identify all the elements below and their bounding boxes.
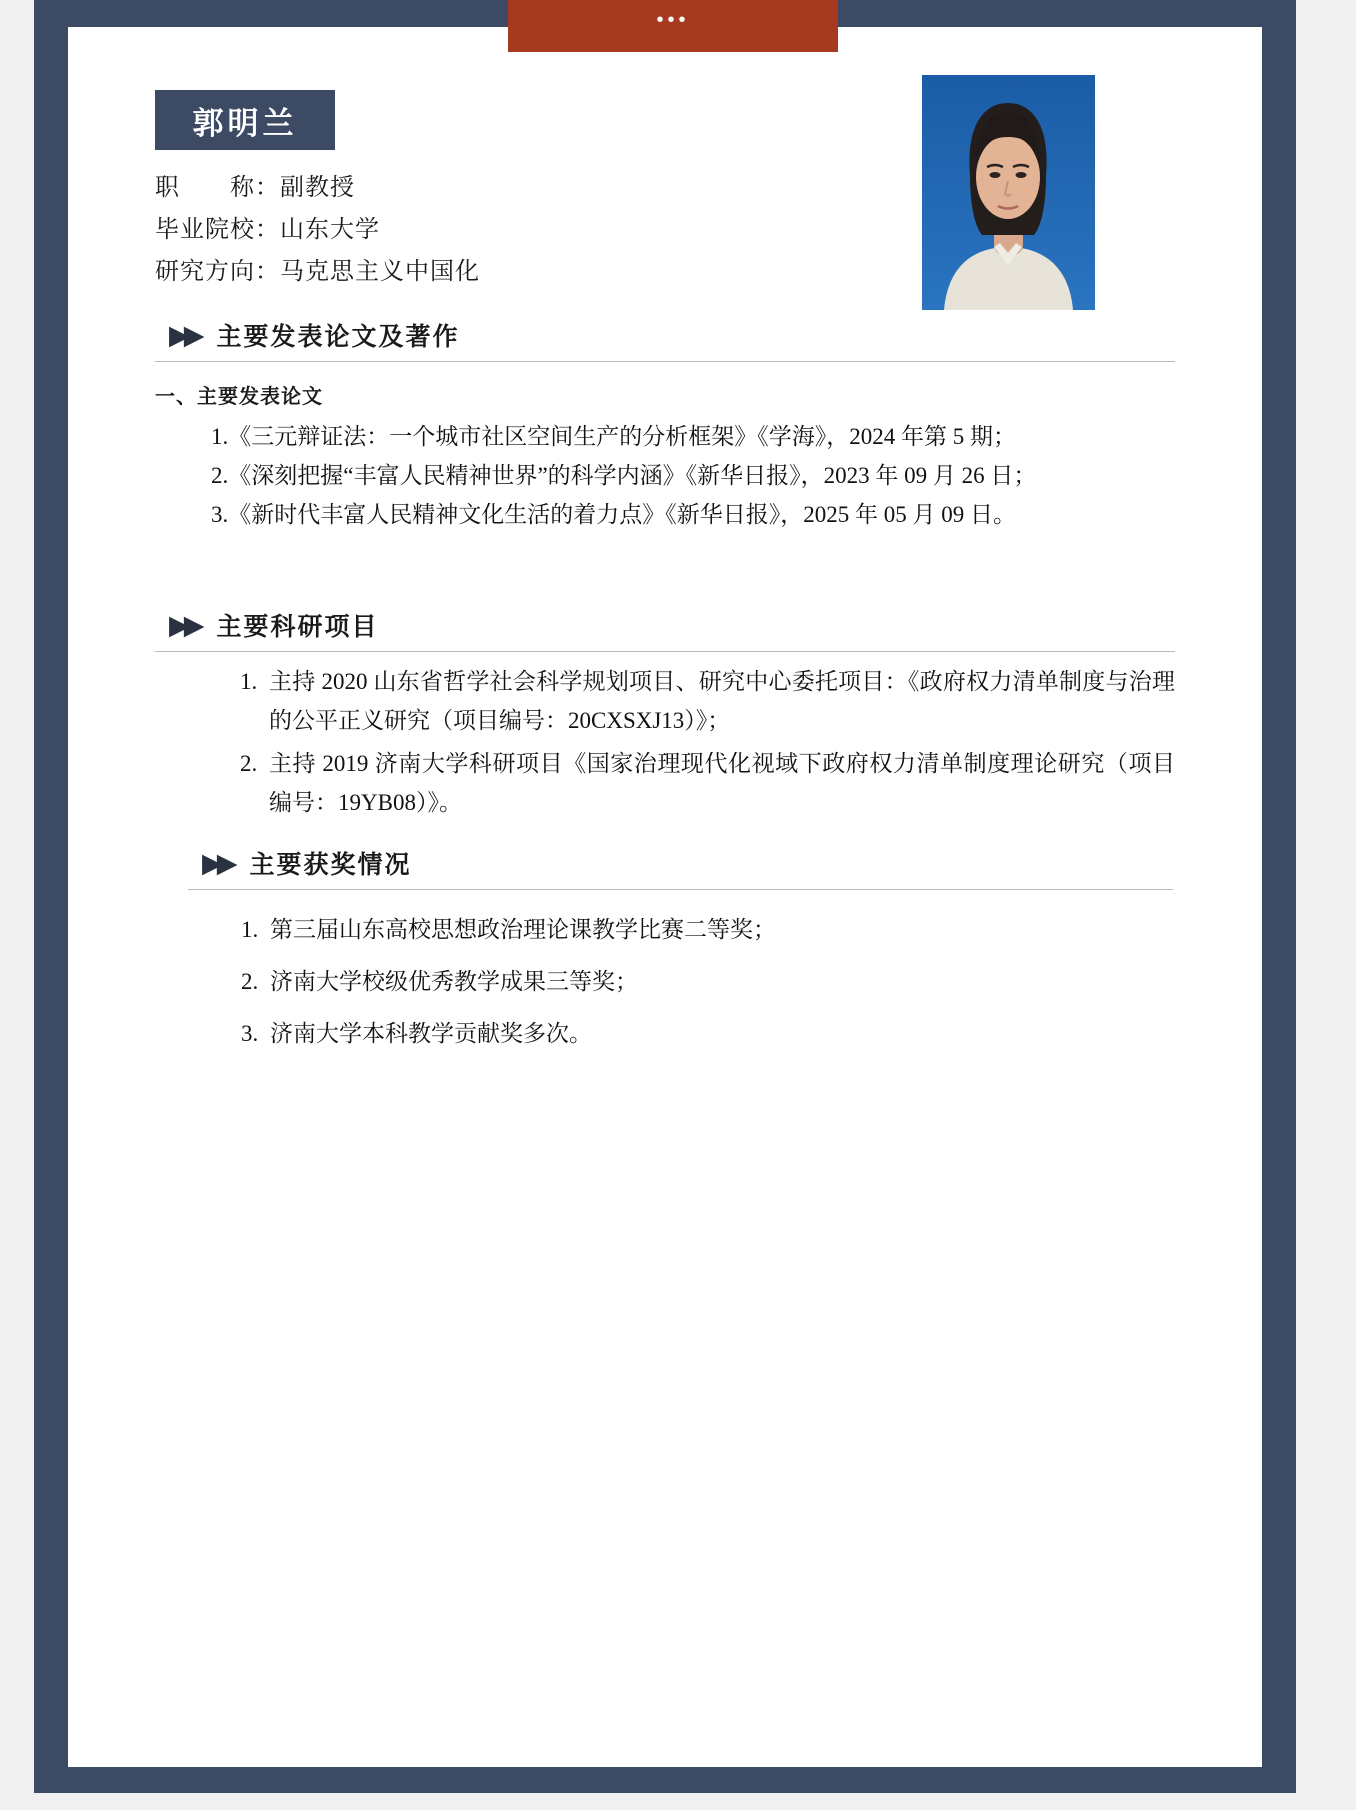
- window-tab[interactable]: [508, 0, 838, 52]
- section-header: [188, 845, 1173, 881]
- section-divider: [155, 361, 1175, 362]
- person-name-badge: 郭明兰: [155, 90, 335, 150]
- list-item: 1. 主持 2020 山东省哲学社会科学规划项目、研究中心委托项目：《政府权力清单制度与治理的公平正义研究（项目编号：20CXSXJ13）》；: [263, 662, 1175, 740]
- list-item: 3. 济南大学本科教学贡献奖多次。: [264, 1008, 1173, 1060]
- section-title: 主要获奖情况: [249, 852, 412, 879]
- portrait-photo: [922, 75, 1095, 310]
- document-content: [68, 27, 1262, 1767]
- double-arrow-icon: ▶▶: [169, 319, 199, 351]
- subsection-title-papers: 一、主要发表论文: [155, 386, 323, 408]
- list-item: 3.《新时代丰富人民精神文化生活的着力点》《新华日报》，2025 年 05 月 09 日。: [211, 502, 1016, 527]
- section-title: 主要发表论文及著作: [216, 324, 460, 351]
- section-header: [155, 607, 1175, 643]
- double-arrow-icon: ▶▶: [169, 609, 199, 641]
- profile-info: [155, 167, 480, 293]
- profile-field-school: 毕业院校：山东大学: [155, 217, 380, 243]
- projects-list: [155, 662, 1175, 822]
- tab-dots-icon: •••: [656, 9, 690, 31]
- section-divider: [188, 889, 1173, 890]
- profile-field-research: 研究方向：马克思主义中国化: [155, 259, 480, 285]
- double-arrow-icon: ▶▶: [202, 847, 232, 879]
- profile-field-title: 职 称：副教授: [155, 175, 355, 201]
- papers-list: [155, 417, 1175, 534]
- list-item: 2. 济南大学校级优秀教学成果三等奖；: [264, 956, 1173, 1008]
- section-awards: [188, 845, 1173, 1060]
- section-divider: [155, 651, 1175, 652]
- section-publications: [155, 317, 1175, 534]
- list-item: 2.《深刻把握“丰富人民精神世界”的科学内涵》《新华日报》，2023 年 09 月 26 日；: [211, 463, 1037, 488]
- list-item: 1.《三元辩证法：一个城市社区空间生产的分析框架》《学海》，2024 年第 5 期；: [211, 424, 1016, 449]
- section-projects: [155, 607, 1175, 826]
- list-item: 1. 第三届山东高校思想政治理论课教学比赛二等奖；: [264, 904, 1173, 956]
- list-item: 2. 主持 2019 济南大学科研项目《国家治理现代化视域下政府权力清单制度理论研究（项目编号：19YB08）》。: [263, 744, 1175, 822]
- page-frame: [34, 0, 1296, 1793]
- portrait-illustration: [922, 75, 1095, 310]
- page-sheet: [68, 27, 1262, 1767]
- section-header: [155, 317, 1175, 353]
- awards-list: [188, 904, 1173, 1060]
- section-title: 主要科研项目: [216, 614, 379, 641]
